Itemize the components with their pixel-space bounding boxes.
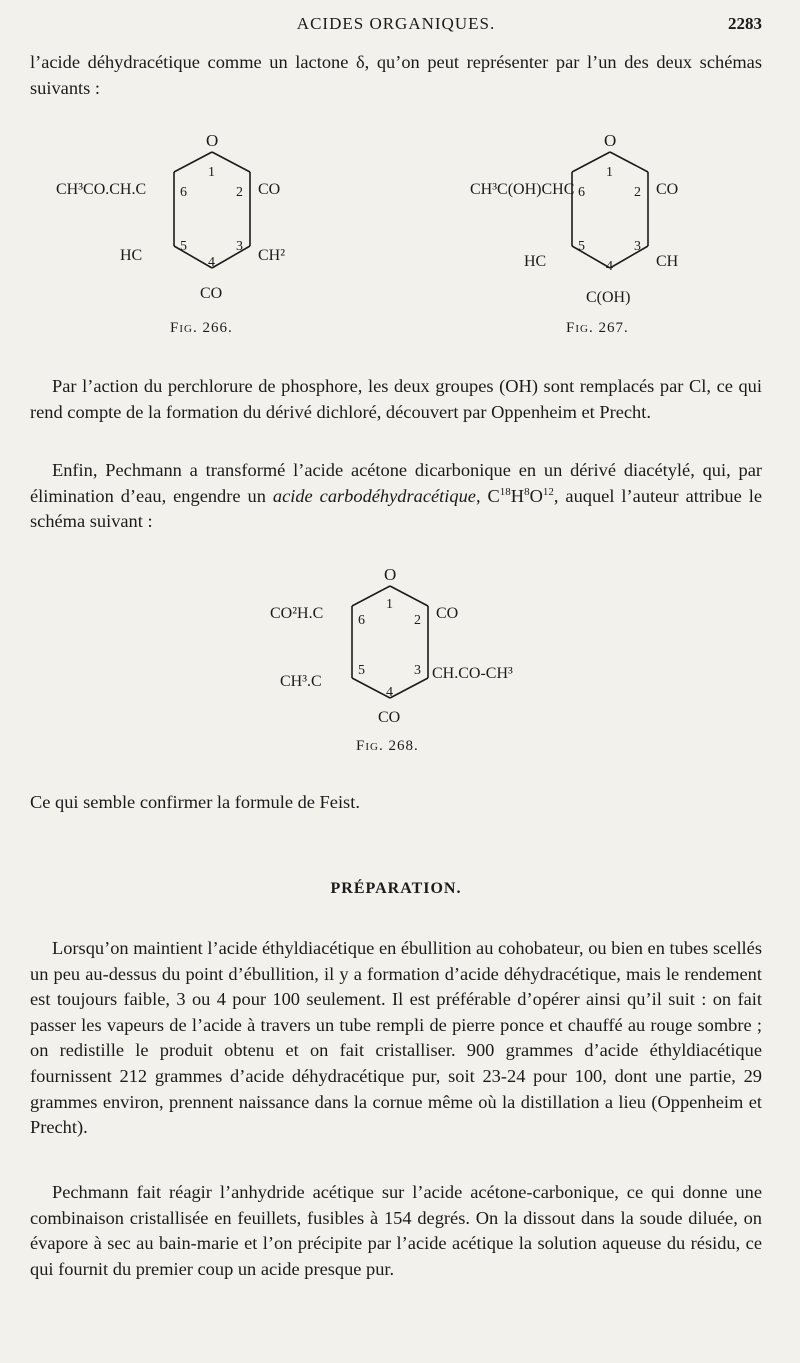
structure-fig267 [440, 128, 740, 318]
fig267-group-left-top: CH³C(OH)CHC [470, 181, 575, 198]
formula-subscript-o: 12 [542, 485, 554, 498]
fig268-num-1: 1 [386, 597, 393, 612]
fig266-num-4: 4 [208, 255, 215, 270]
fig266-group-left-top: CH³CO.CH.C [56, 181, 147, 198]
fig266-num-1: 1 [208, 165, 215, 180]
formula-element-h: H [510, 485, 525, 506]
paragraph-feist: Ce qui semble confirmer la formule de Feist. [30, 792, 360, 812]
fig266-group-bottom: CO [200, 285, 223, 302]
pechmann-text-before: Enfin, Pechmann a transformé l’acide acétone dicarbonique en un dérivé diacétylé, qui, par élimination d’eau, engendre un [30, 460, 762, 506]
fig267-atom-top: O [604, 131, 617, 150]
fig268-num-4: 4 [386, 685, 393, 700]
fig268-group-bottom: CO [378, 709, 401, 726]
structure-fig268 [240, 562, 580, 740]
fig268-num-5: 5 [358, 663, 365, 678]
fig268-group-right-top: CO [436, 605, 459, 622]
fig268-group-left-bottom: CH³.C [280, 673, 322, 690]
formula-subscript-h: 8 [524, 485, 530, 498]
fig267-caption: Fig. 267. [566, 320, 629, 336]
fig267-num-1: 1 [606, 165, 613, 180]
fig268-num-6: 6 [358, 613, 365, 628]
fig267-group-right-top: CO [656, 181, 679, 198]
fig268-caption: Fig. 268. [356, 738, 419, 754]
page-header [30, 14, 762, 40]
fig267-group-left-bottom: HC [524, 253, 547, 270]
fig266-group-right-top: CO [258, 181, 281, 198]
fig266-group-left-bottom: HC [120, 247, 143, 264]
paragraph-perchlorure: Par l’action du perchlorure de phosphore, les deux groupes (OH) sont remplacés par Cl, ce qui rend compte de la formation du dérivé dichloré, découvert par Oppenheim et Precht. [30, 376, 762, 422]
fig266-num-6: 6 [180, 185, 187, 200]
formula-subscript-c: 18 [499, 485, 511, 498]
acid-name-italic: acide carbodéhydracétique [272, 485, 476, 506]
paragraph-preparation: Lorsqu’on maintient l’acide éthyldiacétique en ébullition au cohobateur, ou bien en tubes scellés un peu au-dessus du point d’ébullition, il y a formation d’acide déhydracétique, mais le rendement est toujours faible, 3 ou 4 pour 100 seulement. Il est préférable d’opérer ainsi qu’il suit : on fait passer les vapeurs de l’acide à travers un tube rempli de pierre ponce et chauffé au rouge sombre ; on redistille le produit obtenu et on fait cristalliser. 900 grammes d’acide éthyldiacétique fournissent 212 grammes d’acide déhydracétique pur, soit 23-24 pour 100, dont une partie, 29 grammes environ, prennent naissance dans la cornue même où la distillation a lieu (Oppenheim et Precht). [30, 938, 762, 1138]
fig267-num-3: 3 [634, 239, 641, 254]
paragraph-pechmann: Enfin, Pechmann a transformé l’acide acétone dicarbonique en un dérivé diacétylé, qui, par élimination d’eau, engendre un acide carbodéhydracétique, $C^{18}H^8O^{12}$, auquel l’auteur attribue le schéma suivant : [30, 460, 762, 532]
page-number: 2283 [728, 14, 762, 33]
fig266-group-right-bottom: CH² [258, 247, 286, 264]
fig266-num-3: 3 [236, 239, 243, 254]
pechmann-text-after: , auquel l’auteur attribue le schéma suivant : [30, 485, 762, 532]
fig267-num-6: 6 [578, 185, 585, 200]
section-title: PRÉPARATION. [330, 880, 462, 897]
fig267-group-bottom: C(OH) [586, 289, 631, 306]
fig266-caption: Fig. 266. [170, 320, 233, 336]
fig267-num-5: 5 [578, 239, 585, 254]
fig267-num-2: 2 [634, 185, 641, 200]
formula-element-c: C [487, 485, 500, 506]
fig266-num-5: 5 [180, 239, 187, 254]
paragraph-intro: l’acide déhydracétique comme un lactone δ, qu’on peut représenter par l’un des deux schémas suivants : [30, 52, 762, 98]
fig267-group-right-bottom: CH [656, 253, 679, 270]
fig268-group-left-top: CO²H.C [270, 605, 324, 622]
fig268-atom-top: O [384, 565, 397, 584]
fig268-num-3: 3 [414, 663, 421, 678]
formula-element-o: O [529, 485, 543, 506]
fig266-atom-top: O [206, 131, 219, 150]
fig267-num-4: 4 [606, 259, 613, 274]
structure-fig266 [40, 128, 340, 318]
fig266-num-2: 2 [236, 185, 243, 200]
fig268-num-2: 2 [414, 613, 421, 628]
running-title: ACIDES ORGANIQUES. [296, 14, 496, 33]
fig268-group-right-bottom: CH.CO-CH³ [432, 665, 513, 682]
paragraph-pechmann-method: Pechmann fait réagir l’anhydride acétique sur l’acide acétone-carbonique, ce qui donne une combinaison cristallisée en feuillets, fusibles à 154 degrés. On la dissout dans la soude diluée, on évapore à sec au bain-marie et l’on précipite par l’acide acétique la solution aqueuse du résidu, ce qui fournit du premier coup un acide presque pur. [30, 1182, 762, 1279]
